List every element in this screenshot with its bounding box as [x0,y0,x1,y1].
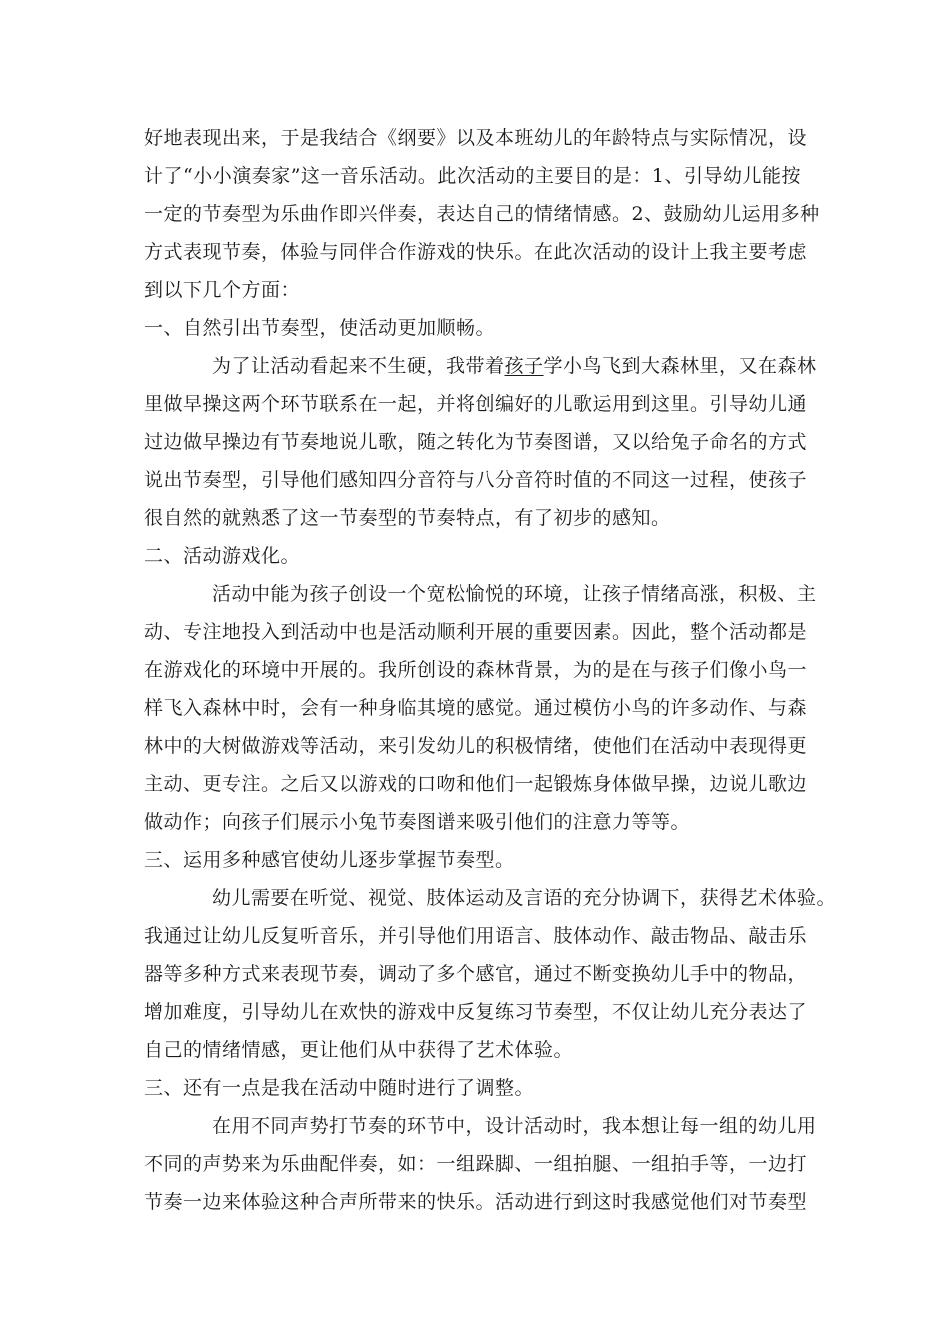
paragraph-line: 增加难度，引导幼儿在欢快的游戏中反复练习节奏型，不仅让幼儿充分表达了 [144,1001,808,1023]
text-span: 为了让活动看起来不生硬，我带着 [212,355,505,377]
section-heading: 二、活动游戏化。 [144,545,301,567]
paragraph-line: 说出节奏型，引导他们感知四分音符与八分音符时值的不同这一过程，使孩子 [144,469,808,491]
paragraph-line: 动、专注地投入到活动中也是活动顺利开展的重要因素。因此，整个活动都是 [144,621,808,643]
paragraph-line: 不同的声势来为乐曲配伴奏，如：一组跺脚、一组拍腿、一组拍手等，一边打 [144,1153,808,1175]
paragraph-line: 里做早操这两个环节联系在一起，并将创编好的儿歌运用到这里。引导幼儿通 [144,393,808,415]
underlined-word[interactable]: 孩子 [504,355,544,377]
paragraph-line: 很自然的就熟悉了这一节奏型的节奏特点，有了初步的感知。 [144,507,671,529]
text-span: 学小鸟飞到大森林里，又在森林 [543,355,817,377]
paragraph-line: 方式表现节奏，体验与同伴合作游戏的快乐。在此次活动的设计上我主要考虑 [144,241,808,263]
paragraph-line: 活动中能为孩子创设一个宽松愉悦的环境，让孩子情绪高涨，积极、主 [212,583,817,605]
paragraph-line: 在游戏化的环境中开展的。我所创设的森林背景，为的是在与孩子们像小鸟一 [144,659,808,681]
section-heading: 三、运用多种感官使幼儿逐步掌握节奏型。 [144,849,515,871]
paragraph-line: 器等多种方式来表现节奏，调动了多个感官，通过不断变换幼儿手中的物品， [144,963,808,985]
paragraph-line: 好地表现出来，于是我结合《纲要》以及本班幼儿的年龄特点与实际情况，设 [144,127,808,149]
paragraph-line: 我通过让幼儿反复听音乐，并引导他们用语言、肢体动作、敲击物品、敲击乐 [144,925,808,947]
paragraph-line: 过边做早操边有节奏地说儿歌，随之转化为节奏图谱，又以给兔子命名的方式 [144,431,808,453]
paragraph-line: 在用不同声势打节奏的环节中，设计活动时，我本想让每一组的幼儿用 [212,1115,817,1137]
paragraph-line: 样飞入森林中时，会有一种身临其境的感觉。通过模仿小鸟的许多动作、与森 [144,697,808,719]
paragraph-line: 林中的大树做游戏等活动，来引发幼儿的积极情绪，使他们在活动中表现得更 [144,735,808,757]
paragraph-line: 幼儿需要在听觉、视觉、肢体运动及言语的充分协调下，获得艺术体验。 [212,887,837,909]
paragraph-line: 自己的情绪情感，更让他们从中获得了艺术体验。 [144,1039,574,1061]
paragraph-line: 做动作；向孩子们展示小兔节奏图谱来吸引他们的注意力等等。 [144,811,691,833]
section-heading: 三、还有一点是我在活动中随时进行了调整。 [144,1077,535,1099]
paragraph-line [212,354,817,378]
paragraph-line: 主动、更专注。之后又以游戏的口吻和他们一起锻炼身体做早操，边说儿歌边 [144,773,808,795]
paragraph-line: 节奏一边来体验这种合声所带来的快乐。活动进行到这时我感觉他们对节奏型 [144,1191,808,1213]
paragraph-line: 一定的节奏型为乐曲作即兴伴奏，表达自己的情绪情感。2、鼓励幼儿运用多种 [144,203,820,225]
paragraph-line: 计了“小小演奏家”这一音乐活动。此次活动的主要目的是：1、引导幼儿能按 [144,165,802,187]
paragraph-line: 到以下几个方面： [144,279,301,301]
section-heading: 一、自然引出节奏型，使活动更加顺畅。 [144,317,496,339]
